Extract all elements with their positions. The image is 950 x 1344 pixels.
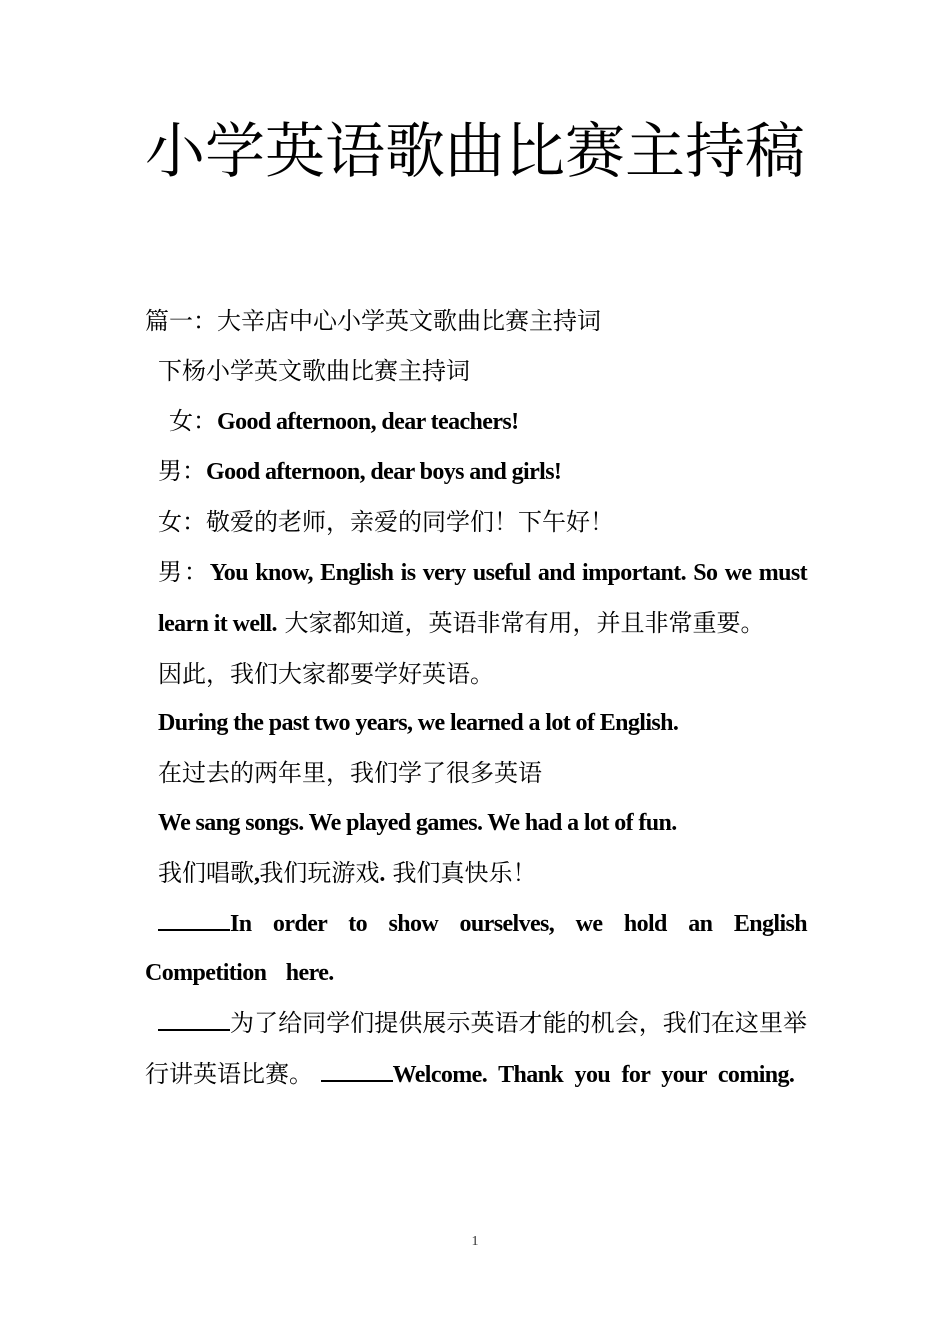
paragraph — [145, 900, 807, 1000]
paragraph-heading — [145, 297, 807, 347]
english-text: Welcome. Thank you for your coming. — [392, 1061, 795, 1088]
speaker-label: 女： — [169, 406, 217, 435]
text: 因此，我们大家都要学好英语。 — [158, 659, 494, 688]
english-text: You know, English is very useful and important. So we must learn it well. — [158, 559, 808, 637]
chinese-text: 为了给同学们提供展示英语才能的机会，我们在这里举行讲英语比赛。 — [145, 1009, 807, 1088]
text: 我们真快乐！ — [384, 858, 537, 887]
paragraph-subheading — [145, 347, 807, 397]
paragraph — [145, 849, 807, 900]
text: 我们唱歌 — [158, 858, 254, 887]
english-text: We sang songs. We played games. We had a lot of fun. — [158, 809, 677, 836]
speaker-label: 男： — [158, 457, 206, 486]
blank-line — [158, 909, 230, 931]
punctuation: , — [254, 860, 260, 887]
punctuation: . — [379, 860, 385, 887]
english-text: In order to show ourselves, we hold an English Competition here. — [145, 910, 807, 987]
english-text: Good afternoon, dear boys and girls! — [206, 459, 562, 486]
paragraph — [145, 650, 807, 700]
text: 在过去的两年里，我们学了很多英语 — [158, 759, 542, 788]
speaker-label: 男： — [158, 557, 210, 586]
blank-line — [158, 1009, 230, 1031]
document-body — [145, 297, 807, 1101]
dialogue-line — [145, 447, 807, 498]
dialogue-line — [145, 397, 807, 448]
paragraph — [145, 999, 807, 1101]
page-number: 1 — [471, 1234, 479, 1249]
text: 我们玩游戏 — [259, 858, 380, 887]
text: 篇一：大辛店中心小学英文歌曲比赛主持词 — [145, 307, 601, 335]
paragraph — [145, 699, 807, 749]
text: 下杨小学英文歌曲比赛主持词 — [158, 356, 470, 385]
paragraph — [145, 749, 807, 799]
paragraph — [145, 799, 807, 849]
chinese-text: 大家都知道，英语非常有用，并且非常重要。 — [276, 608, 765, 637]
english-text: During the past two years, we learned a lot of English. — [158, 710, 679, 737]
blank-line — [321, 1060, 393, 1082]
dialogue-line — [145, 498, 807, 548]
dialogue-paragraph — [145, 548, 807, 650]
english-text: Good afternoon, dear teachers! — [217, 408, 519, 435]
document-title: 小学英语歌曲比赛主持稿 — [145, 117, 805, 187]
text: 女：敬爱的老师，亲爱的同学们！下午好！ — [158, 508, 614, 537]
